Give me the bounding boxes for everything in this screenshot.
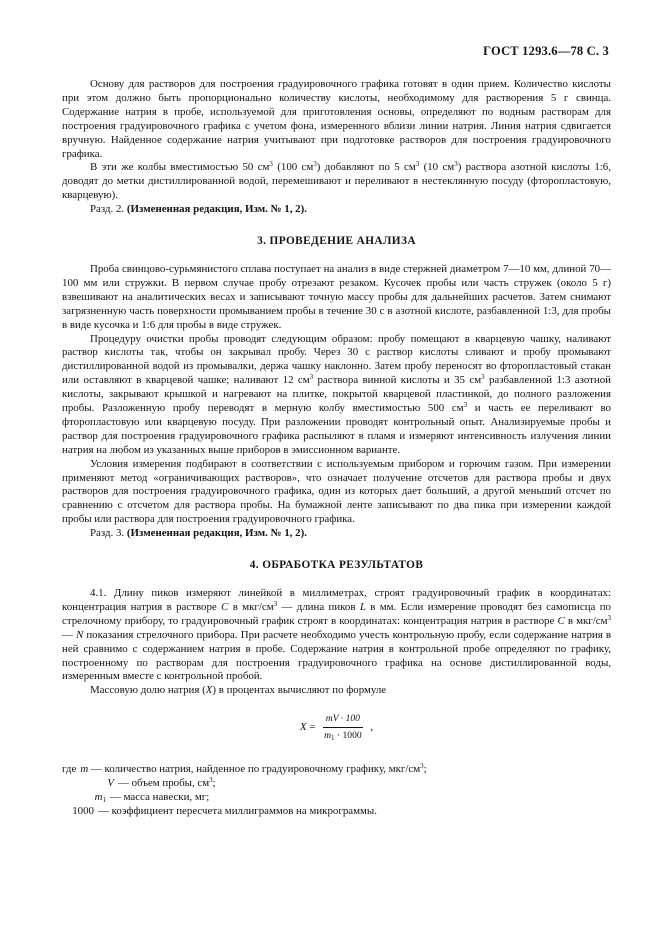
- section-3-heading: 3. ПРОВЕДЕНИЕ АНАЛИЗА: [257, 235, 416, 248]
- legend-row: V — объем пробы, $см^3$;: [107, 775, 216, 789]
- formula-fraction: [321, 712, 365, 743]
- formula-lhs: X: [299, 720, 307, 733]
- legend-row: 1000 — коэффициент пересчета миллиграммов на микрограммы.: [72, 804, 377, 817]
- section-4-heading: 4. ОБРАБОТКА РЕЗУЛЬТАТОВ: [249, 559, 424, 572]
- legend-row: где m — количество натрия, найденное по градуировочному графику, мкг/$см^3$;: [62, 762, 427, 776]
- formula-equals: =: [306, 720, 319, 733]
- paragraph-flask-addition: В эти же колбы вместимостью 50 $см^3$ (100 $см^3$) добавляют по 5 $см^3$ (10 $см^3$) раствора азотной кислоты 1:6, доводят до метки дистиллированной водой, перемешивают и переливают в нестеклянную посуду (фторопластовую, кварцевую).: [62, 160, 611, 202]
- page-content: [62, 78, 611, 819]
- paragraph-peak-measurement: 4.1. Длину пиков измеряют линейкой в миллиметрах, строят градуировочный график в координатах: концентрация натрия в растворе C в мкг/$см^3$ — длина пиков L в мм. Если измерение проводят без самописца по стрелочному прибору, то градуировочный график строят в координатах: концентрация натрия в растворе C в мкг/$см^3$ — N показания стрелочного прибора. При расчете необходимо учесть контрольную пробу, если содержание натрия в ней сравнимо с содержанием натрия в пробе. Содержание натрия в контрольной пробе определяют по графику, построенному по растворам для построения градуировочного графика на основе дистиллированной воды, измеренным вместе с контрольной пробой.: [62, 587, 612, 683]
- amendment-note-section-3: Разд. 3. (Измененная редакция, Изм. № 1, 2).: [90, 527, 307, 540]
- paragraph-sample-intake: Проба свинцово-сурьмянистого сплава поступает на анализ в виде стержней диаметром 7—10 мм, длиной 70—100 мм или стружки. В первом случае пробу отрезают резаком. Кусочек пробы или часть стружек (около 5 г) взвешивают на аналитических весах и записывают точную массу пробы для дальнейших расчетов. Затем снимают загрязненную часть поверхности промыванием пробы в течение 30 с в азотной кислоте, разбавленной 1:3, для пробы в виде кусочка и 1:6 для пробы в виде стружек.: [62, 262, 611, 331]
- page-header: ГОСТ 1293.6—78 С. 3: [483, 44, 609, 58]
- paragraph-cleaning-procedure: Процедуру очистки пробы проводят следующим образом: пробу помещают в кварцевую чашку, наливают раствор кислоты так, чтобы он закрывал пробу. Через 30 с раствор кислоты сливают и пробу промывают дистиллированной водой из промывалки, держа чашку наклонно. Затем пробу переносят во фторопластовый стакан или оставляют в кварцевой чашке; наливают 12 $см^3$ раствора винной кислоты и 35 $см^3$ разбавленной 1:3 азотной кислоты, закрывают крышкой и нагревают на плитке, покрытой кварцевой пластинкой, до полного разложения пробы. Разложенную пробу переводят в мерную колбу вместимостью 500 $см^3$ и часть ее переливают во фторопластовую или кварцевую посуду. При разложении проводят контрольный опыт. Анализируемые пробы и раствор для построения градуировочного графика распыляют в пламя и измеряют интенсивность излучения линии натрия на любом из указанных выше приборов в эмиссионном варианте.: [62, 332, 611, 456]
- paragraph-base-solutions: Основу для растворов для построения градуировочного графика готовят в один прием. Количество кислоты при этом должно быть пропорционально количеству кислоты, необходимому для растворения 5 г свинца. Содержание натрия в пробе, используемой для приготовления основы, определяют по водным растворам для построения градуировочного графика с учетом фона, измеренного вблизи линии натрия. Линия натрия сдвигается вручную. Найденное содержание натрия учитывают при подготовке растворов для построения градуировочного графика.: [62, 78, 611, 160]
- formula-legend: [62, 763, 611, 819]
- paragraph-measurement-conditions: Условия измерения подбирают в соответствии с используемым прибором и горючим газом. При измерении применяют метод «ограничивающих растворов», что означает получение отсчетов для раствора пробы и двух растворов для построения градуировочного графика, один из которых дает больший, а другой меньший отсчет по сравнению с отсчетом для раствора пробы. На бумажной ленте записывают по два пика при измерении каждой пробы или раствора для построения градуировочного графика.: [62, 457, 611, 526]
- paragraph-formula-intro: Массовую долю натрия (X) в процентах вычисляют по формуле: [90, 684, 387, 697]
- mass-fraction-formula: [62, 712, 611, 743]
- formula-numerator: mV · 100: [323, 712, 363, 728]
- legend-intro: где: [62, 763, 77, 776]
- amendment-note-section-2: Разд. 2. (Измененная редакция, Изм. № 1, 2).: [90, 203, 307, 216]
- legend-row: $m_1$ — масса навески, мг;: [94, 790, 210, 804]
- formula-denominator: $m_1 \cdot 1000$: [324, 730, 362, 743]
- formula-tail: ,: [367, 720, 374, 733]
